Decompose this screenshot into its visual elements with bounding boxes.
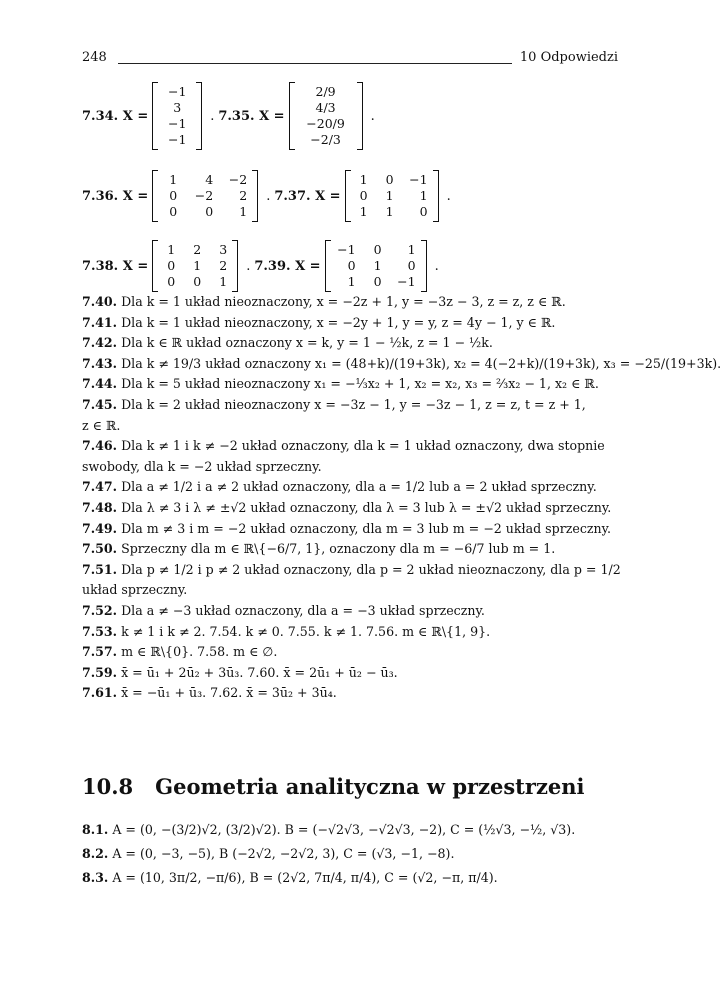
answer-line: 7.49. Dla m ≠ 3 i m = −2 układ oznaczony, dla m = 3 lub m = −2 układ sprzeczny.: [82, 520, 612, 536]
answer-line: 8.3. A = (10, 3π/2, −π/6), B = (2√2, 7π/4, π/4), C = (√2, −π, π/4).: [82, 870, 498, 885]
matrix-7-39: [325, 240, 427, 292]
answer-line: 7.50. Sprzeczny dla m ∈ ℝ\{−6/7, 1}, oznaczony dla m = −6/7 lub m = 1.: [82, 541, 556, 557]
matrix-row-1: [82, 82, 379, 150]
matrix-cell: 1: [193, 258, 202, 273]
matrix-cell: 3: [173, 100, 182, 115]
matrix-7-35: [289, 82, 363, 150]
page-header: [82, 50, 618, 70]
answer-line: 7.41. Dla k = 1 układ nieoznaczony, x = −2y + 1, y = y, z = 4y − 1, y ∈ ℝ.: [82, 314, 556, 330]
answer-line: 8.2. A = (0, −3, −5), B (−2√2, −2√2, 3), C = (√3, −1, −8).: [82, 846, 455, 861]
matrix-cell: 4/3: [315, 100, 336, 115]
answer-line: 7.45. Dla k = 2 układ nieoznaczony x = −3z − 1, y = −3z − 1, z = z, t = z + 1,: [82, 396, 586, 412]
geometry-answers: [82, 818, 622, 890]
section-title: Geometria analityczna w przestrzeni: [155, 774, 585, 799]
section-number: 10.8: [82, 774, 134, 799]
answer-line: 7.47. Dla a ≠ 1/2 i a ≠ 2 układ oznaczony, dla a = 1/2 lub a = 2 układ sprzeczny.: [82, 479, 597, 495]
matrix-cell: 0: [205, 204, 214, 219]
answer-line: z ∈ ℝ.: [82, 417, 121, 433]
matrix-cell: −1: [409, 172, 428, 187]
matrix-cell: 1: [219, 274, 228, 289]
matrix-cell: 0: [359, 188, 368, 203]
separator: .: [446, 188, 451, 204]
matrix-cell: 0: [385, 172, 394, 187]
matrix-7-36: [152, 170, 258, 222]
matrix-cell: 0: [419, 204, 428, 219]
matrix-cell: 1: [359, 204, 368, 219]
answer-line: 7.61. x̄ = −ū₁ + ū₃. 7.62. x̄ = 3ū₂ + 3ū₄.: [82, 685, 337, 701]
answer-line: układ sprzeczny.: [82, 582, 188, 598]
matrix-cell: 0: [373, 242, 382, 257]
matrix-cell: −1: [168, 116, 187, 131]
section-heading: [82, 774, 584, 799]
matrix-cell: 0: [167, 274, 176, 289]
matrix-cell: 1: [169, 172, 178, 187]
matrix-cell: 2: [219, 258, 228, 273]
answer-label: 7.37. X =: [274, 188, 341, 204]
matrix-cell: −2: [228, 172, 248, 187]
answer-label: 7.36. X =: [82, 188, 149, 204]
answer-line: 7.46. Dla k ≠ 1 i k ≠ −2 układ oznaczony, dla k = 1 układ oznaczony, dwa stopnie: [82, 438, 605, 454]
matrix-cell: 0: [169, 204, 178, 219]
separator: .: [266, 188, 271, 204]
matrix-cell: 1: [347, 274, 356, 289]
separator: .: [210, 108, 215, 124]
matrix-cell: 3: [219, 242, 228, 257]
answer-line: 7.42. Dla k ∈ ℝ układ oznaczony x = k, y = 1 − ½k, z = 1 − ½k.: [82, 335, 493, 351]
separator: .: [370, 108, 375, 124]
answer-label: 7.39. X =: [254, 258, 321, 274]
matrix-cell: 4: [205, 172, 214, 187]
header-rule: [118, 63, 512, 64]
matrix-cell: −1: [168, 132, 187, 147]
chapter-title: 10 Odpowiedzi: [519, 50, 618, 65]
answer-line: 7.44. Dla k = 5 układ nieoznaczony x₁ = −⅓x₂ + 1, x₂ = x₂, x₃ = ⅔x₂ − 1, x₂ ∈ ℝ.: [82, 376, 599, 392]
answer-line: 7.43. Dla k ≠ 19/3 układ oznaczony x₁ = (48+k)/(19+3k), x₂ = 4(−2+k)/(19+3k), x₃ = −25/(19+3k).: [82, 355, 721, 371]
matrix-cell: 1: [385, 188, 394, 203]
answer-label: 7.38. X =: [82, 258, 149, 274]
answer-line: 7.59. x̄ = ū₁ + 2ū₂ + 3ū₃. 7.60. x̄ = 2ū₁ + ū₂ − ū₃.: [82, 664, 398, 680]
answers-list: [82, 292, 721, 704]
matrix-7-38: [152, 240, 238, 292]
answer-line: 7.52. Dla a ≠ −3 układ oznaczony, dla a = −3 układ sprzeczny.: [82, 602, 485, 618]
matrix-cell: −1: [168, 84, 187, 99]
answer-line: 7.51. Dla p ≠ 1/2 i p ≠ 2 układ oznaczony, dla p = 2 układ nieoznaczony, dla p = 1/2: [82, 561, 621, 577]
matrix-cell: −1: [397, 274, 416, 289]
answer-line: 7.48. Dla λ ≠ 3 i λ ≠ ±√2 układ oznaczony, dla λ = 3 lub λ = ±√2 układ sprzeczny.: [82, 499, 612, 515]
matrix-row-2: [82, 170, 455, 222]
answer-line: swobody, dla k = −2 układ sprzeczny.: [82, 458, 322, 474]
matrix-cell: 1: [419, 188, 428, 203]
separator: .: [246, 258, 251, 274]
matrix-row-3: [82, 240, 443, 292]
matrix-cell: −1: [337, 242, 356, 257]
answer-line: 8.1. A = (0, −(3/2)√2, (3/2)√2). B = (−√2√3, −√2√3, −2), C = (½√3, −½, √3).: [82, 822, 576, 837]
matrix-cell: 1: [407, 242, 416, 257]
answer-label: 7.34. X =: [82, 108, 149, 124]
answer-line: 7.57. m ∈ ℝ\{0}. 7.58. m ∈ ∅.: [82, 644, 278, 660]
matrix-cell: 1: [373, 258, 382, 273]
matrix-cell: −2: [194, 188, 214, 203]
matrix-7-37: [345, 170, 439, 222]
matrix-cell: −2/3: [310, 132, 341, 147]
answer-label: 7.35. X =: [218, 108, 285, 124]
matrix-cell: 1: [385, 204, 394, 219]
matrix-cell: −20/9: [306, 116, 345, 131]
answer-line: 7.53. k ≠ 1 i k ≠ 2. 7.54. k ≠ 0. 7.55. k ≠ 1. 7.56. m ∈ ℝ\{1, 9}.: [82, 623, 491, 639]
matrix-cell: 1: [167, 242, 176, 257]
matrix-cell: 2: [193, 242, 202, 257]
matrix-cell: 0: [193, 274, 202, 289]
matrix-cell: 0: [169, 188, 178, 203]
matrix-cell: 0: [373, 274, 382, 289]
answer-line: 7.40. Dla k = 1 układ nieoznaczony, x = −2z + 1, y = −3z − 3, z = z, z ∈ ℝ.: [82, 294, 566, 309]
separator: .: [434, 258, 439, 274]
matrix-cell: 0: [167, 258, 176, 273]
matrix-cell: 1: [239, 204, 248, 219]
matrix-cell: 2/9: [315, 84, 336, 99]
matrix-7-34: [152, 82, 202, 150]
matrix-cell: 1: [359, 172, 368, 187]
matrix-cell: 0: [347, 258, 356, 273]
page-number: 248: [82, 50, 107, 65]
matrix-cell: 0: [407, 258, 416, 273]
matrix-cell: 2: [239, 188, 248, 203]
